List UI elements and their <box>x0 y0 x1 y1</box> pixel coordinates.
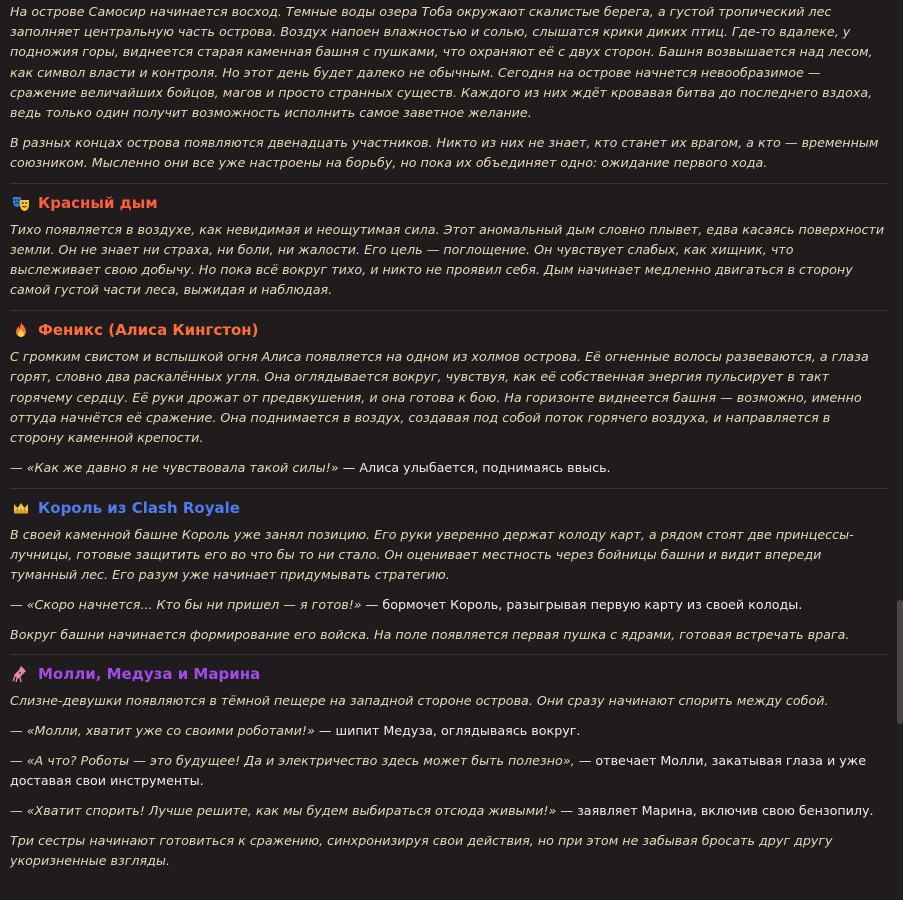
molly-quote-line-2 <box>10 751 888 791</box>
molly-quote-line-3 <box>10 801 888 821</box>
divider <box>10 310 888 311</box>
quote-attribution: — Алиса улыбается, поднимаясь ввысь. <box>338 459 611 475</box>
intro-paragraph-1: На острове Самосир начинается восход. Темные воды озера Тоба окружают скалистые берега, а густой тропический лес заполняет центральную часть острова. Воздух напоен влажностью и солью, слышатся крики диких птиц. Где-то вдалеке, у подножия горы, виднеется старая каменная башня с пушками, что охраняют её с двух сторон. Башня возвышается над лесом, как символ власти и контроля. Но этот день будет далеко не обычным. Сегодня на острове начнется невообразимое — сражение величайших бойцов, магов и просто странных существ. Каждого из них ждёт кровавая битва до последнего вздоха, ведь только один получит возможность исполнить самое заветное желание. <box>10 4 873 121</box>
intro-paragraph-2: В разных концах острова появляются двенадцать участников. Никто из них не знает, кто станет их врагом, а кто — временным союзником. Мысленно они все уже настроены на борьбу, но пока их объединяет одно: ожидание первого хода. <box>10 134 879 171</box>
phoenix-quote-line <box>10 458 888 478</box>
theater-masks-icon <box>12 194 30 212</box>
molly-paragraph-2: Три сестры начинают готовиться к сражению, синхронизируя свои действия, но при этом не забывая бросать друг другу укоризненные взгляды. <box>10 832 833 869</box>
section-title-text: Король из Clash Royale <box>38 498 240 517</box>
divider <box>10 654 888 655</box>
section-title-text: Красный дым <box>38 193 158 212</box>
crown-icon <box>12 499 30 517</box>
phoenix-paragraph: С громким свистом и вспышкой огня Алиса появляется на одном из холмов острова. Её огненные волосы развеваются, а глаза горят, словно два раскалённых угля. Она оглядывается вокруг, чувствуя, как её собственная энергия пульсирует в такт горячему сердцу. Её руки дрожат от предвкушения, и она готова к бою. На горизонте виднеется башня — возможно, именно оттуда начнётся её сражение. Она поднимается в воздух, создавая под собой поток горячего воздуха, и направляется в сторону каменной крепости. <box>10 349 869 446</box>
divider <box>10 488 888 489</box>
quote-attribution: — отвечает Молли, закатывая глаза и уже доставая свои инструменты. <box>10 753 866 789</box>
quote: — «Молли, хватит уже со своими роботами!» <box>10 723 315 739</box>
section-title-phoenix <box>10 319 888 341</box>
quote: — «Скоро начнется... Кто бы ни пришел — я готов!» <box>10 596 362 612</box>
quote-attribution: — заявляет Марина, включив свою бензопилу. <box>556 803 874 819</box>
quote: — «Хватит спорить! Лучше решите, как мы будем выбираться отсюда живыми!» <box>10 803 557 819</box>
red-smoke-paragraph: Тихо появляется в воздухе, как невидимая и неощутимая сила. Этот аномальный дым словно плывет, едва касаясь поверхности земли. Он не знает ни страха, ни боли, ни жалости. Его цель — поглощение. Он чувствует слабых, как хищник, что выслеживает свою добычу. Но пока всё вокруг тихо, и никто не проявил себя. Дым начинает медленно двигаться в сторону самой густой части леса, выжидая и наблюдая. <box>10 221 885 298</box>
section-title-molly <box>10 663 888 685</box>
section-title-text: Феникс (Алиса Кингстон) <box>38 321 259 340</box>
king-paragraph-1: В своей каменной башне Король уже занял позицию. Его руки уверенно держат колоду карт, а рядом стоят две принцессы-лучницы, готовые защитить его во что бы то ни стало. Он оценивает местность через бойницы башни и видит впереди туманный лес. Его разум уже начинает придумывать стратегию. <box>10 526 854 583</box>
squid-icon <box>12 665 30 683</box>
scrollbar-thumb[interactable] <box>897 600 903 724</box>
chat-message-body <box>10 2 888 881</box>
section-title-text: Молли, Медуза и Марина <box>38 665 261 684</box>
quote-attribution: — шипит Медуза, оглядываясь вокруг. <box>314 723 581 739</box>
king-paragraph-2: Вокруг башни начинается формирование его войска. На поле появляется первая пушка с ядрами, готовая встречать врага. <box>10 626 850 642</box>
king-quote-line <box>10 595 888 615</box>
molly-quote-line-1 <box>10 721 888 741</box>
quote-attribution: — бормочет Король, разыгрывая первую карту из своей колоды. <box>361 596 803 612</box>
quote: — «А что? Роботы — это будущее! Да и электричество здесь может быть полезно», <box>10 753 575 769</box>
section-title-red-smoke <box>10 192 888 214</box>
scrollbar[interactable] <box>897 0 903 900</box>
divider <box>10 183 888 184</box>
fire-icon <box>12 321 30 339</box>
quote: — «Как же давно я не чувствовала такой силы!» <box>10 459 339 475</box>
section-title-king <box>10 497 888 519</box>
molly-paragraph-1: Слизне-девушки появляются в тёмной пещере на западной стороне острова. Они сразу начинают спорить между собой. <box>10 693 829 709</box>
